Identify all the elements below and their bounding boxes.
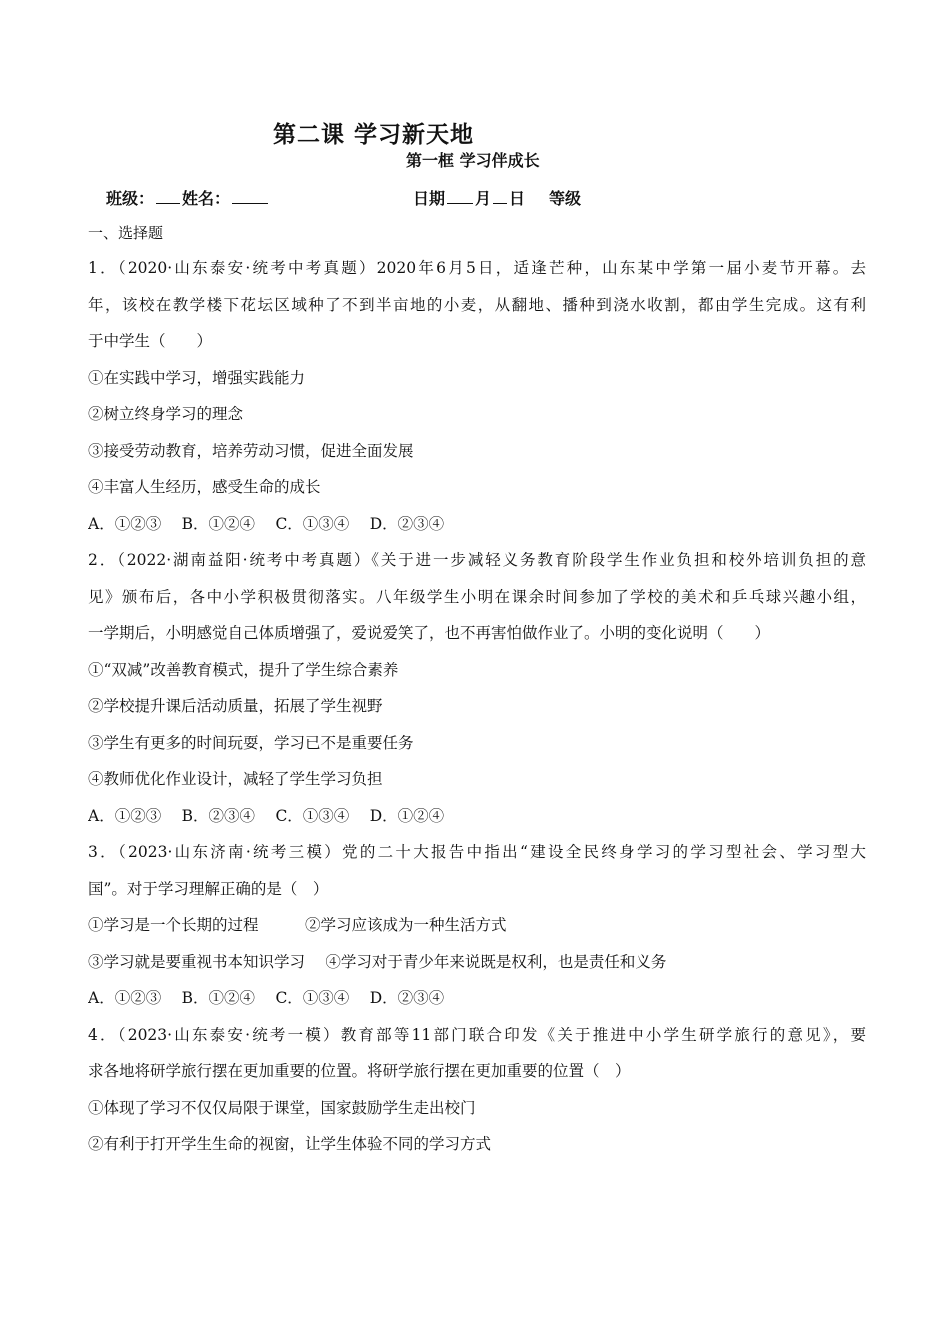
text-line: ③接受劳动教育，培养劳动习惯，促进全面发展: [88, 441, 414, 460]
text-line: ②有利于打开学生生命的视窗，让学生体验不同的学习方式: [88, 1135, 492, 1153]
text-line: 1．（2020·山东泰安·统考中考真题）2020年6月5日，适逢芒种，山东某中学第一届小麦节开幕。去: [88, 259, 866, 277]
text-line: ④丰富人生经历，感受生命的成长: [88, 478, 321, 496]
date-field: [413, 186, 581, 209]
day-label: 日: [509, 189, 526, 208]
text-line: ①学习是一个长期的过程 ②学习应该成为一种生活方式: [88, 916, 507, 934]
month-blank: [447, 189, 473, 204]
text-line: ③学生有更多的时间玩耍，学习已不是重要任务: [88, 733, 414, 752]
text-line: A．①②③ B．①②④ C．①③④ D．②③④: [88, 514, 445, 533]
text-line: A．①②③ B．②③④ C．①③④ D．①②④: [88, 806, 445, 825]
text-line: A．①②③ B．①②④ C．①③④ D．②③④: [88, 989, 445, 1007]
question-body: [88, 257, 866, 1170]
class-label: 班级：: [106, 189, 155, 208]
section-title: 一、选择题: [88, 224, 164, 242]
text-line: 3．（2023·山东济南·统考三模）党的二十大报告中指出“建设全民终身学习的学习型社会、学习型大: [88, 843, 866, 861]
grade-label: 等级: [549, 189, 582, 208]
text-line: ①体现了学习不仅仅局限于课堂，国家鼓励学生走出校门: [88, 1098, 476, 1117]
page-subtitle: 第一框 学习伴成长: [406, 151, 540, 170]
text-line: 求各地将研学旅行摆在更加重要的位置。将研学旅行摆在更加重要的位置（ ）: [88, 1062, 631, 1080]
name-label: 姓名：: [182, 189, 231, 208]
text-line: ①在实践中学习，增强实践能力: [88, 368, 306, 387]
month-label: 月: [475, 189, 492, 208]
text-line: 4．（2023·山东泰安·统考一模）教育部等11部门联合印发《关于推进中小学生研学旅行的意见》，要: [88, 1025, 866, 1044]
text-line: 于中学生（ ）: [88, 332, 213, 350]
text-line: ②学校提升课后活动质量，拓展了学生视野: [88, 697, 383, 715]
text-line: 一学期后，小明感觉自己体质增强了，爱说爱笑了，也不再害怕做作业了。小明的变化说明（ ）: [88, 624, 771, 642]
text-line: 见》颁布后，各中小学积极贯彻落实。八年级学生小明在课余时间参加了学校的美术和乒乓球兴趣小组，: [88, 587, 866, 606]
date-label: 日期: [413, 189, 446, 208]
day-blank: [493, 189, 507, 204]
text-line: 2．（2022·湖南益阳·统考中考真题）《关于进一步减轻义务教育阶段学生作业负担和校外培训负担的意: [88, 551, 866, 569]
name-blank: [232, 189, 268, 204]
text-line: ②树立终身学习的理念: [88, 405, 244, 423]
text-line: ④教师优化作业设计，减轻了学生学习负担: [88, 770, 383, 788]
text-line: ③学习就是要重视书本知识学习 ④学习对于青少年来说既是权利，也是责任和义务: [88, 952, 667, 971]
text-line: 国”。对于学习理解正确的是（ ）: [88, 879, 329, 898]
class-blank: [156, 189, 180, 204]
text-line: ①“双减”改善教育模式，提升了学生综合素养: [88, 660, 399, 679]
page-title: 第二课 学习新天地: [273, 121, 475, 148]
text-line: 年，该校在教学楼下花坛区域种了不到半亩地的小麦，从翻地、播种到浇水收割，都由学生完成。这有利: [88, 295, 866, 314]
class-field: [106, 186, 270, 209]
